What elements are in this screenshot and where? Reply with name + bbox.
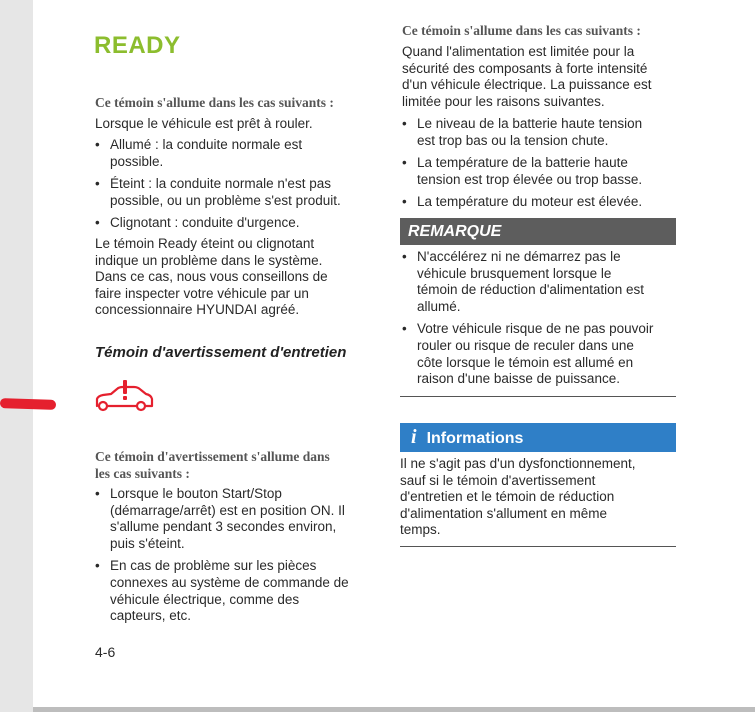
ready-heading: Ce témoin s'allume dans les cas suivants : <box>95 95 334 110</box>
page-bottom-edge <box>33 707 755 712</box>
list-item: • La température de la batterie haute tension est trop élevée ou trop basse. <box>402 155 687 188</box>
list-item: • Allumé : la conduite normale est possible. <box>95 137 380 170</box>
information-text: Il ne s'agit pas d'un dysfonctionnement, sauf si le témoin d'avertissement d'entretien et le témoin de réduction d'alimentation s'allument en même temps. <box>400 456 636 538</box>
list-item: • Éteint : la conduite normale n'est pas possible, ou un problème s'est produit. <box>95 176 380 209</box>
power-paragraph: Quand l'alimentation est limitée pour la sécurité des composants à forte intensité d'un véhicule électrique. La puissance est limitée pour les raisons suivantes. <box>402 44 652 109</box>
list-item: • Votre véhicule risque de ne pas pouvoir rouler ou risque de reculer dans une côte lorsque le témoin est allumé en raison d'une baisse de puissance. <box>402 321 687 387</box>
list-item: • Clignotant : conduite d'urgence. <box>95 215 380 232</box>
remarque-bullet-list <box>402 249 687 394</box>
remarque-header: REMARQUE <box>400 218 676 245</box>
maintenance-heading: Ce témoin d'avertissement s'allume dans les cas suivants : <box>95 449 330 481</box>
car-warning-icon <box>93 380 157 421</box>
information-title: Informations <box>426 430 524 447</box>
page-number: 4-6 <box>95 644 116 660</box>
information-header <box>400 423 676 452</box>
info-icon: i <box>411 426 417 448</box>
list-item: • La température du moteur est élevée. <box>402 194 687 211</box>
power-heading: Ce témoin s'allume dans les cas suivants : <box>402 23 641 38</box>
list-item: • En cas de problème sur les pièces connexes au système de commande de véhicule électrique, comme des capteurs, etc. <box>95 558 380 624</box>
power-bullet-list <box>402 116 687 217</box>
remarque-divider <box>400 396 676 397</box>
red-annotation-mark <box>0 398 56 410</box>
ready-intro: Lorsque le véhicule est prêt à rouler. <box>95 116 313 131</box>
ready-paragraph: Le témoin Ready éteint ou clignotant indique un problème dans le système. Dans ce cas, nous vous conseillons de faire inspecter votre véhicule par un concessionnaire HYUNDAI agréé. <box>95 236 328 318</box>
information-divider <box>400 546 676 547</box>
maintenance-bullet-list <box>95 486 380 631</box>
viewer-left-margin <box>0 0 33 712</box>
ready-bullet-list <box>95 137 380 238</box>
maintenance-section-title: Témoin d'avertissement d'entretien <box>95 344 347 361</box>
list-item: • N'accélérez ni ne démarrez pas le véhicule brusquement lorsque le témoin de réduction d'alimentation est allumé. <box>402 249 687 315</box>
ready-title: READY <box>94 32 181 59</box>
list-item: • Lorsque le bouton Start/Stop (démarrage/arrêt) est en position ON. Il s'allume pendant 3 secondes environ, puis s'éteint. <box>95 486 380 552</box>
list-item: • Le niveau de la batterie haute tension est trop bas ou la tension chute. <box>402 116 687 149</box>
